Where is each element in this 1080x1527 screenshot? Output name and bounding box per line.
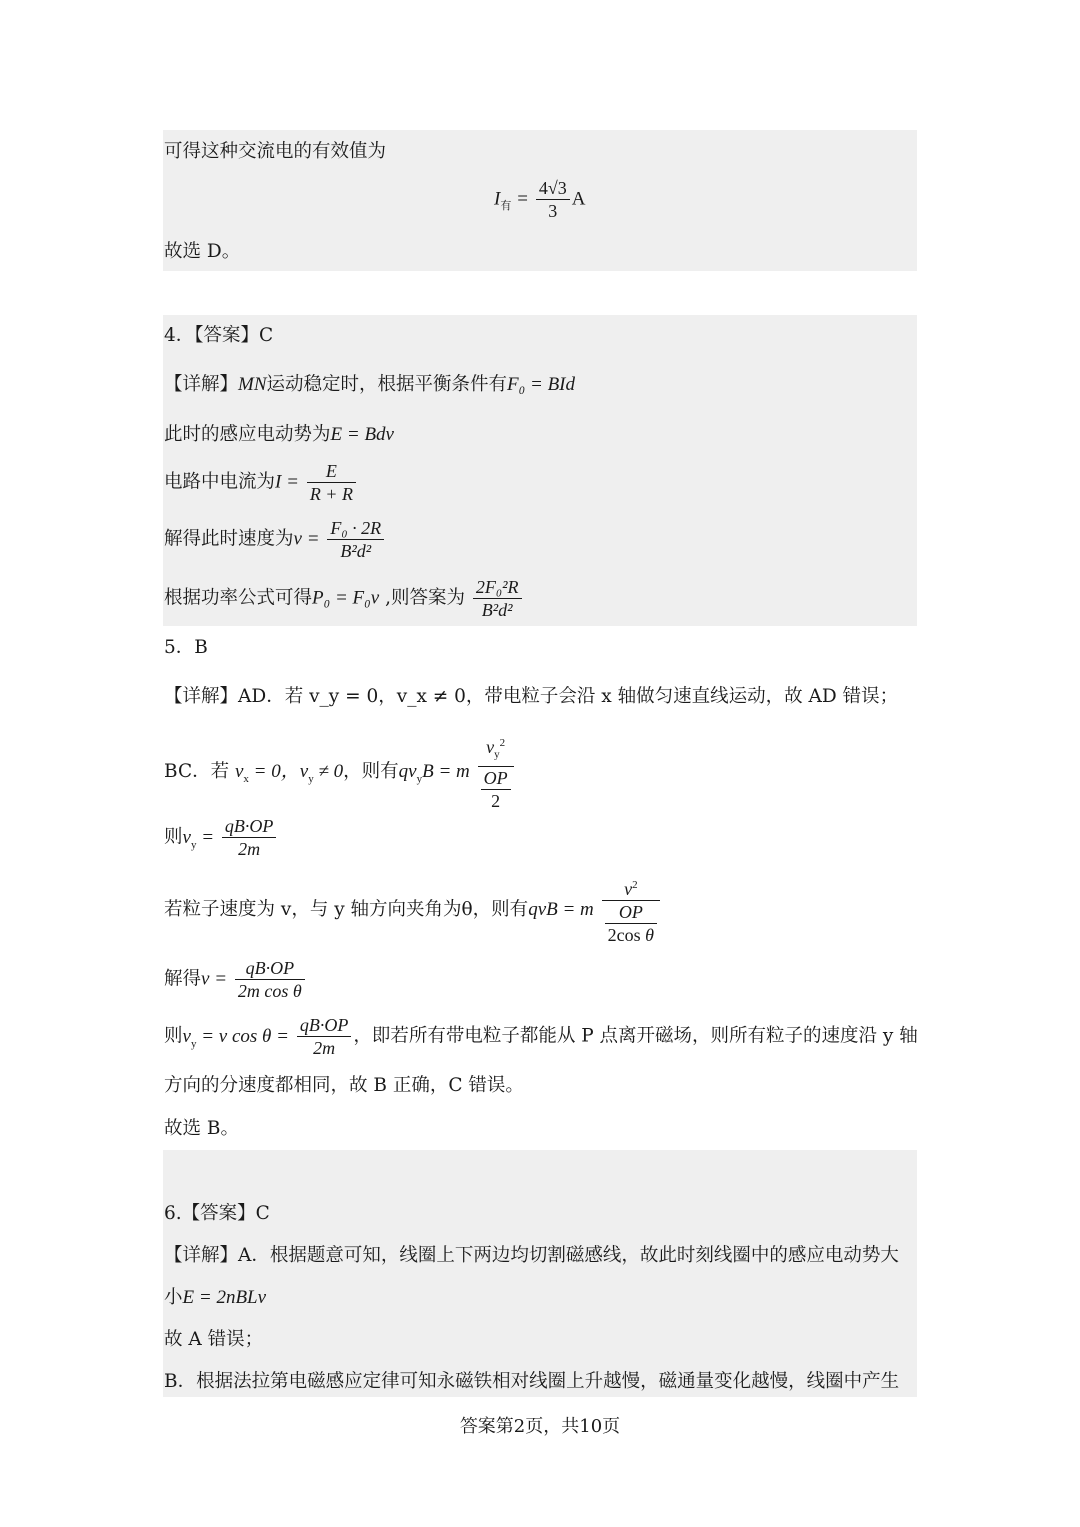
- q5-bc-pre: BC．若: [164, 760, 230, 782]
- q5-v-eq-lhs: qvB = m: [528, 899, 594, 920]
- q5-conclusion: 故选 B。: [164, 1118, 239, 1139]
- q5-bc-num: $v_y^2$: [478, 732, 514, 767]
- q5-v-den-fraction: [605, 901, 657, 946]
- q6-a2-pre: 小: [164, 1287, 183, 1308]
- q4-power-text: 根据功率公式可得: [164, 587, 313, 609]
- q4-power-num: 2F₀²R: [473, 576, 522, 599]
- q4-current-num: E: [307, 460, 356, 483]
- q5-vy-den: 2m: [238, 839, 261, 859]
- q4-eq-power: P₀ = F₀v: [312, 587, 380, 609]
- q5-vy2-den: 2m: [313, 1038, 336, 1058]
- q5-solve-den: 2m cos θ: [237, 981, 302, 1001]
- page-footer: 答案第2页，共10页: [459, 1416, 621, 1437]
- q4-speed-text: 解得此时速度为: [164, 528, 294, 550]
- q5-bc-mid: 则有: [361, 760, 399, 782]
- q6-a2-line: [164, 1286, 266, 1310]
- q5-vy-fraction: [222, 815, 277, 860]
- q5-v-den-den: 2cos θ: [607, 925, 655, 945]
- q4-speed-lhs: v =: [293, 528, 320, 550]
- q5-bc-den-fraction: [481, 767, 511, 812]
- q5-solve-line: [164, 957, 307, 1002]
- q4-eq-balance: F₀ = BId: [507, 374, 575, 395]
- q4-emf-line: [164, 423, 394, 447]
- q5-v-den-num: OP: [605, 901, 657, 924]
- q5-solve-num: qB·OP: [235, 957, 305, 980]
- q5-vy2-pre: 则: [164, 1025, 183, 1047]
- q5-bc-line: BC．若 $v_x = 0$，$v_y \ne 0$，则有$qv_yB = m$ $\frac{v_y^2}{\frac{OP}{2}}$: [164, 732, 516, 812]
- q5-v-line: [164, 874, 662, 946]
- q4-detail-text: 运动稳定时，根据平衡条件有: [266, 374, 508, 395]
- q4-power-den: B²d²: [481, 600, 513, 620]
- q4-current-lhs: I =: [275, 471, 299, 493]
- q6-a3-line: 故 A 错误；: [164, 1329, 264, 1350]
- q5-vy2-line: [164, 1014, 918, 1059]
- q4-detail: [164, 373, 575, 397]
- q5-v-pre: 若粒子速度为 v，与 y 轴方向夹角为θ，则有: [164, 899, 529, 920]
- q5-bc-den: [478, 767, 514, 812]
- q4-current-text: 电路中电流为: [164, 471, 276, 493]
- q5-v-num: $v^2$: [602, 874, 660, 901]
- shaded-block-q6: [163, 1150, 917, 1397]
- q6-eq-a: E = 2nBLv: [182, 1287, 267, 1308]
- q4-speed-line: [164, 517, 386, 562]
- q5-vy2-cont: 方向的分速度都相同，故 B 正确，C 错误。: [164, 1075, 524, 1096]
- q4-current-fraction: [307, 460, 356, 505]
- q3-formula-lhs: I: [494, 188, 501, 210]
- q4-speed-den: B²d²: [340, 541, 372, 561]
- q3-conclusion: 故选 D。: [164, 241, 241, 262]
- q4-speed-fraction: [327, 517, 384, 562]
- q5-vy2-tail: ，即若所有带电粒子都能从 P 点离开磁场，则所有粒子的速度沿 y 轴: [353, 1025, 918, 1047]
- q4-detail-prefix: 【详解】: [164, 374, 239, 395]
- q5-v-fraction: [602, 874, 660, 946]
- q5-vy2-lhs: $v_y = v$ cos θ =: [182, 1025, 289, 1050]
- q5-bc-cond: $v_x = 0$，$v_y \ne 0$: [234, 760, 344, 785]
- q3-formula: [494, 177, 585, 222]
- q6-a-line: 【详解】A．根据题意可知，线圈上下两边均切割磁感线，故此时刻线圈中的感应电动势大: [164, 1245, 899, 1266]
- q5-bc-eq-lhs: $qv_yB = m$: [398, 760, 470, 785]
- q5-answer: 5．B: [164, 637, 208, 658]
- q5-vy-num: qB·OP: [222, 815, 277, 838]
- q5-solve-pre: 解得: [164, 968, 202, 990]
- q4-eq-emf: E = Bdv: [330, 424, 394, 445]
- q5-vy-line: [164, 815, 278, 860]
- q4-speed-num: F₀ · 2R: [327, 517, 384, 540]
- q4-power-fraction: [473, 576, 522, 621]
- q4-power-line: [164, 576, 524, 621]
- q4-current-den: R + R: [309, 484, 353, 504]
- q6-b-line: B．根据法拉第电磁感应定律可知永磁铁相对线圈上升越慢，磁通量变化越慢，线圈中产生: [164, 1371, 900, 1392]
- q5-vy2-fraction: [297, 1014, 352, 1059]
- q5-bc-fraction: [478, 732, 514, 812]
- q3-formula-lhs-sub: 有: [500, 199, 512, 213]
- q4-emf-text: 此时的感应电动势为: [164, 424, 331, 445]
- q5-solve-lhs: v =: [201, 968, 228, 990]
- q5-ad-line: 【详解】AD．若 v_y = 0，v_x ≠ 0，带电粒子会沿 x 轴做匀速直线运动，故 AD 错误；: [164, 686, 899, 707]
- q5-bc-den-num: OP: [481, 767, 511, 790]
- q4-power-tail: ,则答案为: [379, 587, 465, 609]
- q4-mn: MN: [238, 374, 267, 395]
- q3-text-line: 可得这种交流电的有效值为: [164, 141, 387, 162]
- q3-fraction: [536, 177, 570, 222]
- q5-vy-lhs: $v_y$ =: [182, 826, 215, 851]
- q4-answer: 4．【答案】C: [164, 325, 274, 346]
- q3-equals: =: [517, 188, 528, 210]
- q3-fraction-num: 4√3: [536, 177, 570, 200]
- q5-vy-pre: 则: [164, 826, 183, 848]
- q4-current-line: [164, 460, 358, 505]
- q6-answer: 6.【答案】C: [164, 1203, 270, 1224]
- q5-solve-fraction: [235, 957, 305, 1002]
- q5-v-den: [602, 901, 660, 946]
- q3-fraction-den: 3: [548, 201, 558, 221]
- q3-unit: A: [571, 188, 586, 210]
- q5-vy2-num: qB·OP: [297, 1014, 352, 1037]
- q5-bc-den-den: 2: [491, 790, 501, 811]
